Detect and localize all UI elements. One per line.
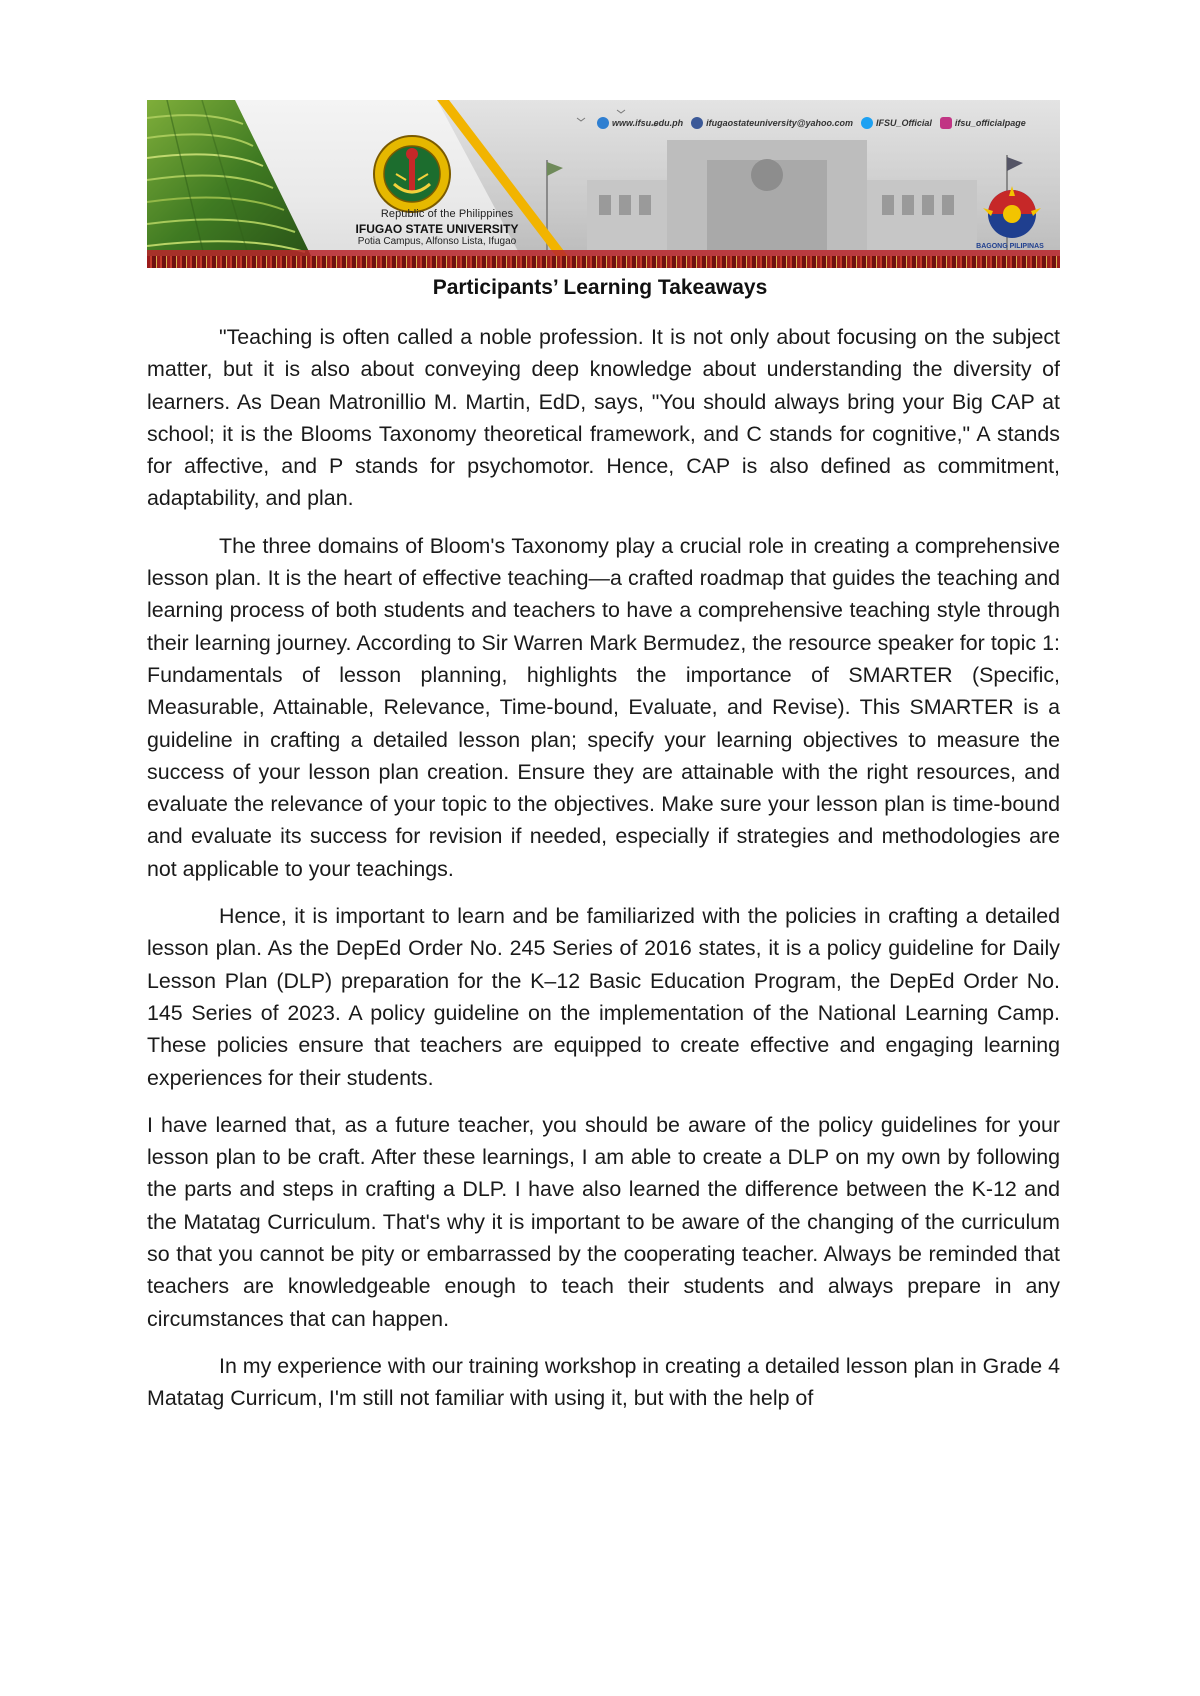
instagram-contact[interactable]: [940, 117, 1026, 129]
instagram-icon: [940, 117, 952, 129]
banner-woven-stripe: [147, 256, 1060, 268]
contact-bar: [597, 114, 1057, 132]
email-contact[interactable]: [691, 117, 853, 129]
paragraph-1: "Teaching is often called a noble profession. It is not only about focusing on the subject matter, but it is also about conveying deep knowledge about understanding the diversity of learners. As Dean Matronillio M. Martin, EdD, says, "You should always bring your Big CAP at school; it is the Blooms Taxonomy theoretical framework, and C stands for cognitive," A stands for affective, and P stands for psychomotor. Hence, CAP is also defined as commitment, adaptability, and plan.: [147, 325, 1060, 511]
bagong-pilipinas-logo: [977, 182, 1047, 242]
republic-label: Republic of the Philippines: [380, 208, 514, 220]
campus-address: Potia Campus, Alfonso Lista, Ifugao: [357, 236, 517, 247]
twitter-icon: [861, 117, 873, 129]
twitter-contact[interactable]: [861, 117, 932, 129]
university-banner: [147, 100, 1060, 268]
globe-icon: [597, 117, 609, 129]
website-text: www.ifsu.edu.ph: [612, 118, 684, 128]
facebook-icon: [691, 117, 703, 129]
university-name: IFUGAO STATE UNIVERSITY: [355, 222, 519, 236]
twitter-text: IFSU_Official: [875, 118, 932, 128]
website-contact[interactable]: [597, 117, 683, 129]
bagong-pilipinas-label: BAGONG PILIPINAS: [976, 243, 1044, 250]
rice-terrace-image: [147, 100, 317, 268]
paragraph-3: Hence, it is important to learn and be familiarized with the policies in crafting a detailed lesson plan. As the DepEd Order No. 245 Series of 2016 states, it is a policy guideline for Daily Lesson Plan (DLP) preparation for the K–12 Basic Education Program, the DepEd Order No. 145 Series of 2023. A policy guideline on the implementation of the National Learning Camp. These policies ensure that teachers are equipped to create effective and engaging learning experiences for their students.: [147, 904, 1060, 1090]
paragraph-4: I have learned that, as a future teacher, you should be aware of the policy guidelines for your lesson plan to be craft. After these learnings, I am able to create a DLP on my own by following the parts and steps in crafting a DLP. I have also learned the difference between the K-12 and the Matatag Curriculum. That's why it is important to be aware of the changing of the curriculum so that you cannot be pity or embarrassed by the cooperating teacher. Always be reminded that teachers are knowledgeable enough to teach their students and always prepare in any circumstances that can happen.: [147, 1112, 1060, 1331]
email-text: ifugaostateuniversity@yahoo.com: [706, 118, 853, 128]
paragraph-2: The three domains of Bloom's Taxonomy play a crucial role in creating a comprehensive lesson plan. It is the heart of effective teaching—a crafted roadmap that guides the teaching and learning process of both students and teachers to have a comprehensive teaching style through their learning journey. According to Sir Warren Mark Bermudez, the resource speaker for topic 1: Fundamentals of lesson planning, highlights the importance of SMARTER (Specific, Measurable, Attainable, Relevance, Time-bound, Evaluate, and Revise). This SMARTER is a guideline in crafting a detailed lesson plan; specify your learning objectives to measure the success of your lesson plan creation. Ensure they are attainable with the right resources, and evaluate the relevance of your topic to the objectives. Make sure your lesson plan is time-bound and evaluate its success for revision if needed, especially if strategies and methodologies are not applicable to your teachings.: [147, 533, 1060, 881]
document-body: [147, 321, 1060, 1415]
university-seal-logo: [372, 134, 452, 214]
paragraph-5: In my experience with our training workshop in creating a detailed lesson plan in Grade 4 Matatag Curricum, I'm still not familiar with using it, but with the help of: [147, 1353, 1060, 1411]
document-title: Participants’ Learning Takeaways: [432, 276, 768, 299]
instagram-text: ifsu_officialpage: [954, 118, 1026, 128]
